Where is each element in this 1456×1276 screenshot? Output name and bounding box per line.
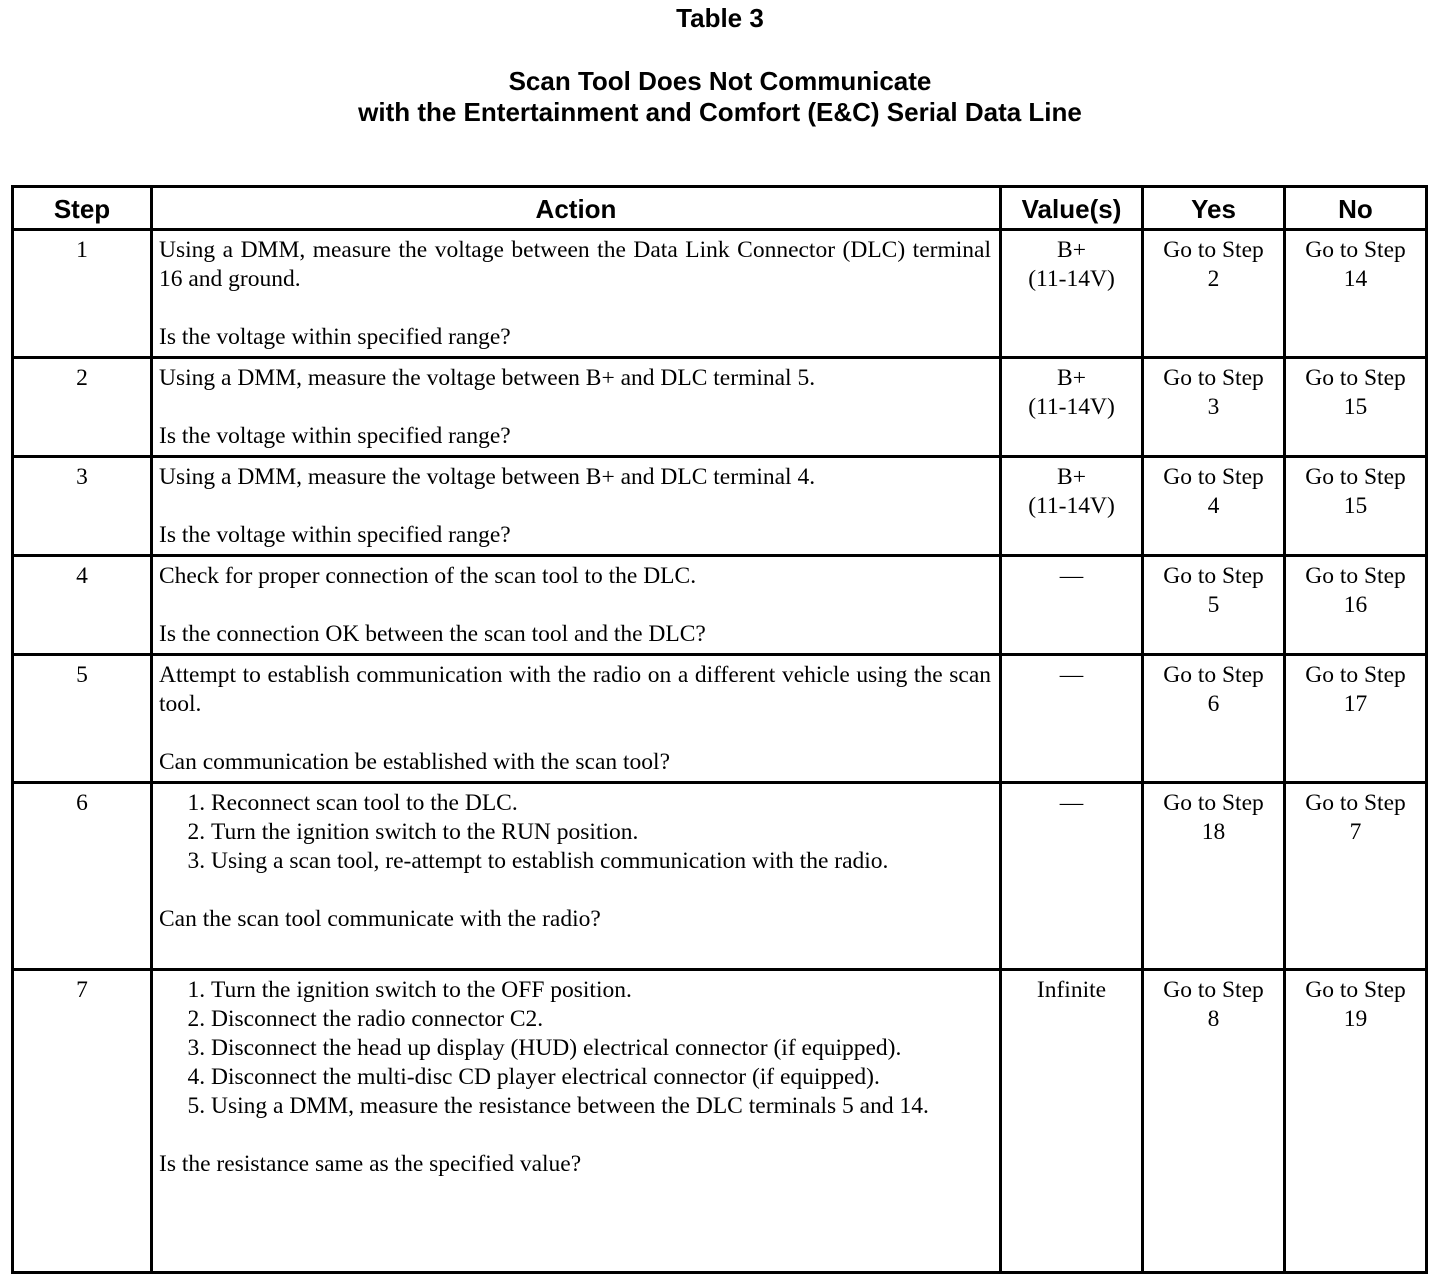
- yes-step-number: 8: [1207, 1006, 1220, 1032]
- value-cell: [1001, 358, 1143, 457]
- yes-step-number: 18: [1201, 819, 1226, 845]
- page-title-line-1: Scan Tool Does Not Communicate: [508, 66, 932, 96]
- action-question: Is the voltage within specified range?: [159, 522, 511, 548]
- no-cell: [1285, 655, 1427, 783]
- substep-item: 1. Turn the ignition switch to the OFF position.: [211, 976, 991, 1005]
- no-step-number: 14: [1343, 266, 1368, 292]
- value-line-1: B+: [1057, 365, 1086, 391]
- value-line-1: B+: [1057, 464, 1086, 490]
- table-body: [13, 230, 1427, 1273]
- action-instruction: Attempt to establish communication with the radio on a different vehicle using the scan tool.: [159, 662, 991, 717]
- yes-goto-label: Go to Step: [1163, 237, 1264, 263]
- substep-item: 2. Turn the ignition switch to the RUN position.: [211, 818, 991, 847]
- no-cell: [1285, 457, 1427, 556]
- no-goto-label: Go to Step: [1305, 790, 1406, 816]
- yes-goto-label: Go to Step: [1163, 563, 1264, 589]
- yes-step-number: 4: [1207, 493, 1220, 519]
- no-cell: [1285, 230, 1427, 358]
- no-step-number: 15: [1343, 394, 1368, 420]
- substep-item: 3. Disconnect the head up display (HUD) electrical connector (if equipped).: [211, 1034, 991, 1063]
- table-row: [13, 457, 1427, 556]
- page-title-line-2: with the Entertainment and Comfort (E&C) Serial Data Line: [358, 97, 1082, 127]
- table-row: [13, 783, 1427, 970]
- value-line-1: —: [1059, 790, 1084, 816]
- action-cell: [152, 970, 1001, 1273]
- substep-item: 1. Reconnect scan tool to the DLC.: [211, 789, 991, 818]
- action-question: Is the resistance same as the specified value?: [159, 1151, 582, 1177]
- value-cell: [1001, 457, 1143, 556]
- action-question: Is the connection OK between the scan tool and the DLC?: [159, 621, 706, 647]
- no-step-number: 16: [1343, 592, 1368, 618]
- header-no: No: [1285, 187, 1427, 230]
- action-question: Can the scan tool communicate with the radio?: [159, 906, 601, 932]
- table-label: Table 3: [676, 3, 764, 33]
- value-line-1: Infinite: [1036, 977, 1107, 1003]
- no-step-number: 15: [1343, 493, 1368, 519]
- step-number: 7: [13, 970, 152, 1273]
- yes-cell: [1143, 783, 1285, 970]
- substep-list: [159, 976, 991, 1121]
- action-instruction: Using a DMM, measure the voltage between the Data Link Connector (DLC) terminal 16 and ground.: [159, 237, 991, 292]
- yes-cell: [1143, 457, 1285, 556]
- substep-item: 4. Disconnect the multi-disc CD player electrical connector (if equipped).: [211, 1063, 991, 1092]
- header-action: Action: [152, 187, 1001, 230]
- action-cell: [152, 230, 1001, 358]
- no-step-number: 7: [1349, 819, 1362, 845]
- action-cell: [152, 457, 1001, 556]
- yes-goto-label: Go to Step: [1163, 977, 1264, 1003]
- value-cell: [1001, 970, 1143, 1273]
- substep-item: 2. Disconnect the radio connector C2.: [211, 1005, 991, 1034]
- yes-step-number: 5: [1207, 592, 1220, 618]
- action-question: Can communication be established with the scan tool?: [159, 749, 670, 775]
- no-goto-label: Go to Step: [1305, 237, 1406, 263]
- value-line-1: —: [1059, 662, 1084, 688]
- action-instruction: Using a DMM, measure the voltage between B+ and DLC terminal 5.: [159, 365, 816, 391]
- no-step-number: 19: [1343, 1006, 1368, 1032]
- yes-step-number: 2: [1207, 266, 1220, 292]
- value-line-2: (11-14V): [1028, 266, 1115, 292]
- table-header-row: [13, 187, 1427, 230]
- table-row: [13, 358, 1427, 457]
- yes-cell: [1143, 230, 1285, 358]
- diagnostic-table: [11, 185, 1428, 1274]
- substep-item: 5. Using a DMM, measure the resistance between the DLC terminals 5 and 14.: [211, 1092, 991, 1121]
- substep-list: [159, 789, 991, 876]
- action-instruction: Using a DMM, measure the voltage between B+ and DLC terminal 4.: [159, 464, 816, 490]
- action-cell: [152, 556, 1001, 655]
- substep-item: 3. Using a scan tool, re-attempt to establish communication with the radio.: [211, 847, 991, 876]
- value-line-2: (11-14V): [1028, 493, 1115, 519]
- table-row: [13, 655, 1427, 783]
- step-number: 5: [13, 655, 152, 783]
- table-row: [13, 556, 1427, 655]
- step-number: 4: [13, 556, 152, 655]
- no-goto-label: Go to Step: [1305, 977, 1406, 1003]
- no-goto-label: Go to Step: [1305, 365, 1406, 391]
- yes-goto-label: Go to Step: [1163, 662, 1264, 688]
- yes-goto-label: Go to Step: [1163, 790, 1264, 816]
- yes-cell: [1143, 655, 1285, 783]
- action-cell: [152, 783, 1001, 970]
- header-values: Value(s): [1001, 187, 1143, 230]
- step-number: 3: [13, 457, 152, 556]
- yes-goto-label: Go to Step: [1163, 365, 1264, 391]
- action-cell: [152, 358, 1001, 457]
- header-yes: Yes: [1143, 187, 1285, 230]
- yes-step-number: 6: [1207, 691, 1220, 717]
- value-line-1: —: [1059, 563, 1084, 589]
- action-instruction: Check for proper connection of the scan tool to the DLC.: [159, 563, 697, 589]
- no-cell: [1285, 783, 1427, 970]
- yes-cell: [1143, 556, 1285, 655]
- step-number: 1: [13, 230, 152, 358]
- yes-cell: [1143, 970, 1285, 1273]
- step-number: 2: [13, 358, 152, 457]
- value-cell: [1001, 556, 1143, 655]
- value-cell: [1001, 230, 1143, 358]
- no-cell: [1285, 970, 1427, 1273]
- table-row: [13, 970, 1427, 1273]
- yes-step-number: 3: [1207, 394, 1220, 420]
- no-step-number: 17: [1343, 691, 1368, 717]
- yes-goto-label: Go to Step: [1163, 464, 1264, 490]
- value-cell: [1001, 655, 1143, 783]
- yes-cell: [1143, 358, 1285, 457]
- action-question: Is the voltage within specified range?: [159, 423, 511, 449]
- action-question: Is the voltage within specified range?: [159, 324, 511, 350]
- table-row: [13, 230, 1427, 358]
- no-goto-label: Go to Step: [1305, 563, 1406, 589]
- no-cell: [1285, 358, 1427, 457]
- step-number: 6: [13, 783, 152, 970]
- no-cell: [1285, 556, 1427, 655]
- value-line-1: B+: [1057, 237, 1086, 263]
- header-step: Step: [13, 187, 152, 230]
- value-line-2: (11-14V): [1028, 394, 1115, 420]
- no-goto-label: Go to Step: [1305, 464, 1406, 490]
- action-cell: [152, 655, 1001, 783]
- no-goto-label: Go to Step: [1305, 662, 1406, 688]
- value-cell: [1001, 783, 1143, 970]
